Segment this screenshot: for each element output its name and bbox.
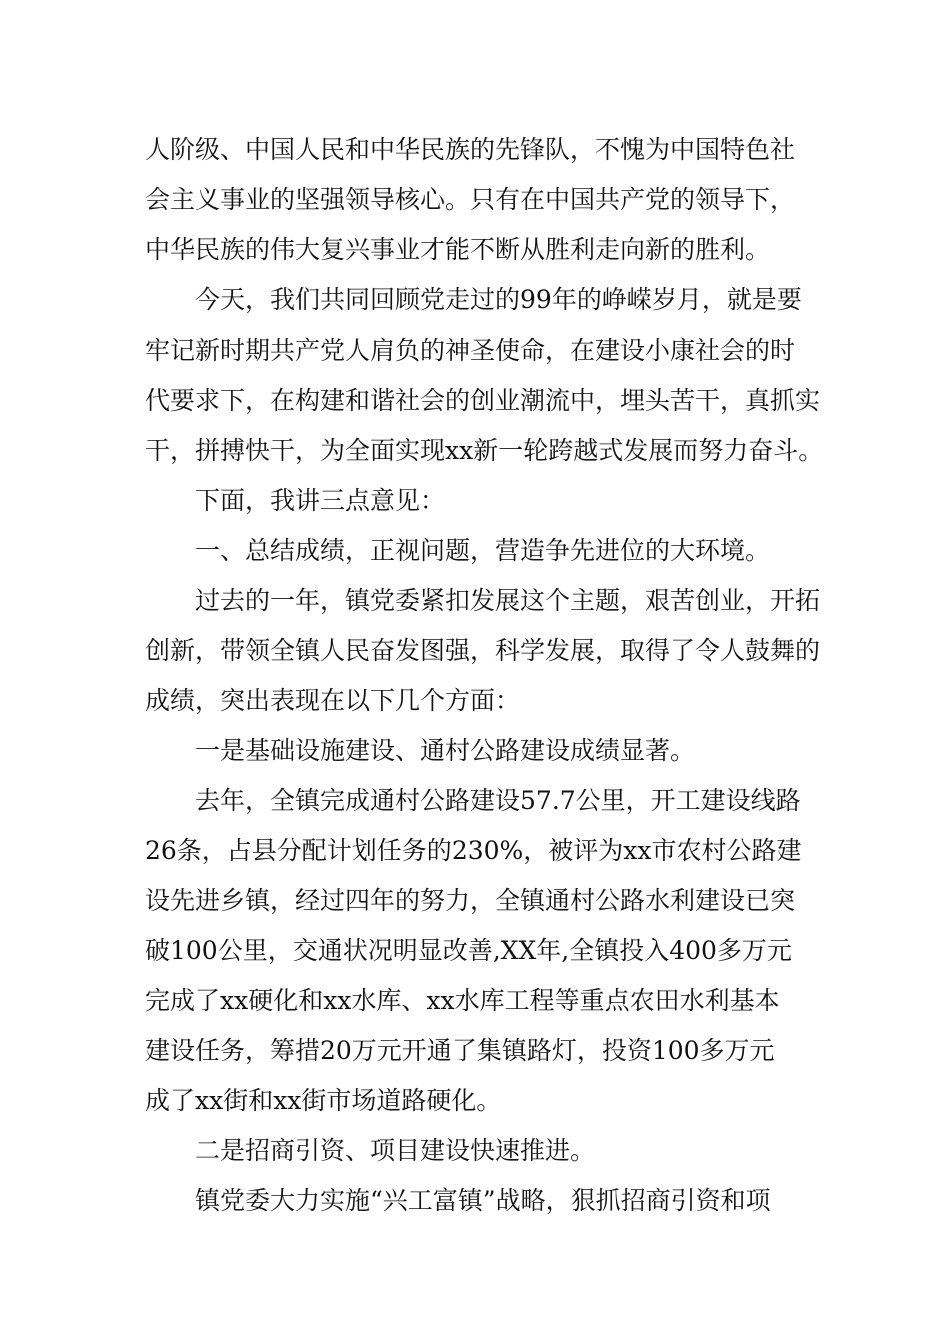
text-line: 成绩，突出表现在以下几个方面： (145, 686, 521, 715)
paragraph-first-line: 去年，全镇完成通村公路建设57.7公里，开工建设线路 (195, 786, 801, 815)
paragraph-first-line: 镇党委大力实施“兴工富镇”战略，狠抓招商引资和项 (195, 1186, 771, 1215)
text-line: 完成了xx硬化和xx水库、xx水库工程等重点农田水利基本 (145, 986, 780, 1015)
text-line: 创新，带领全镇人民奋发图强，科学发展，取得了令人鼓舞的 (145, 636, 821, 665)
text-line: 代要求下，在构建和谐社会的创业潮流中，埋头苦干，真抓实 (145, 386, 821, 415)
text-line: 破100公里，交通状况明显改善,XX年,全镇投入400多万元 (145, 936, 792, 965)
text-line: 干，拼搏快干，为全面实现xx新一轮跨越式发展而努力奋斗。 (145, 436, 824, 465)
subsection-heading: 一是基础设施建设、通村公路建设成绩显著。 (195, 736, 696, 765)
paragraph-first-line: 过去的一年，镇党委紧扣发展这个主题，艰苦创业，开拓 (195, 586, 821, 615)
text-line: 设先进乡镇，经过四年的努力，全镇通村公路水利建设已突 (145, 886, 796, 915)
text-line: 会主义事业的坚强领导核心。只有在中国共产党的领导下， (145, 185, 796, 214)
subsection-heading: 二是招商引资、项目建设快速推进。 (195, 1136, 596, 1165)
text-line: 人阶级、中国人民和中华民族的先锋队，不愧为中国特色社 (145, 135, 796, 164)
text-line: 26条，占县分配计划任务的230%，被评为xx市农村公路建 (145, 836, 802, 865)
section-heading: 一、总结成绩，正视问题，营造争先进位的大环境。 (195, 536, 771, 565)
paragraph-first-line: 下面，我讲三点意见： (195, 486, 446, 515)
text-line: 牢记新时期共产党人肩负的神圣使命，在建设小康社会的时 (145, 336, 796, 365)
text-line: 建设任务，筹措20万元开通了集镇路灯，投资100多万元 (145, 1036, 775, 1065)
text-line: 中华民族的伟大复兴事业才能不断从胜利走向新的胜利。 (145, 235, 771, 264)
text-line: 成了xx街和xx街市场道路硬化。 (145, 1086, 502, 1115)
paragraph-first-line: 今天，我们共同回顾党走过的99年的峥嵘岁月，就是要 (195, 285, 802, 314)
